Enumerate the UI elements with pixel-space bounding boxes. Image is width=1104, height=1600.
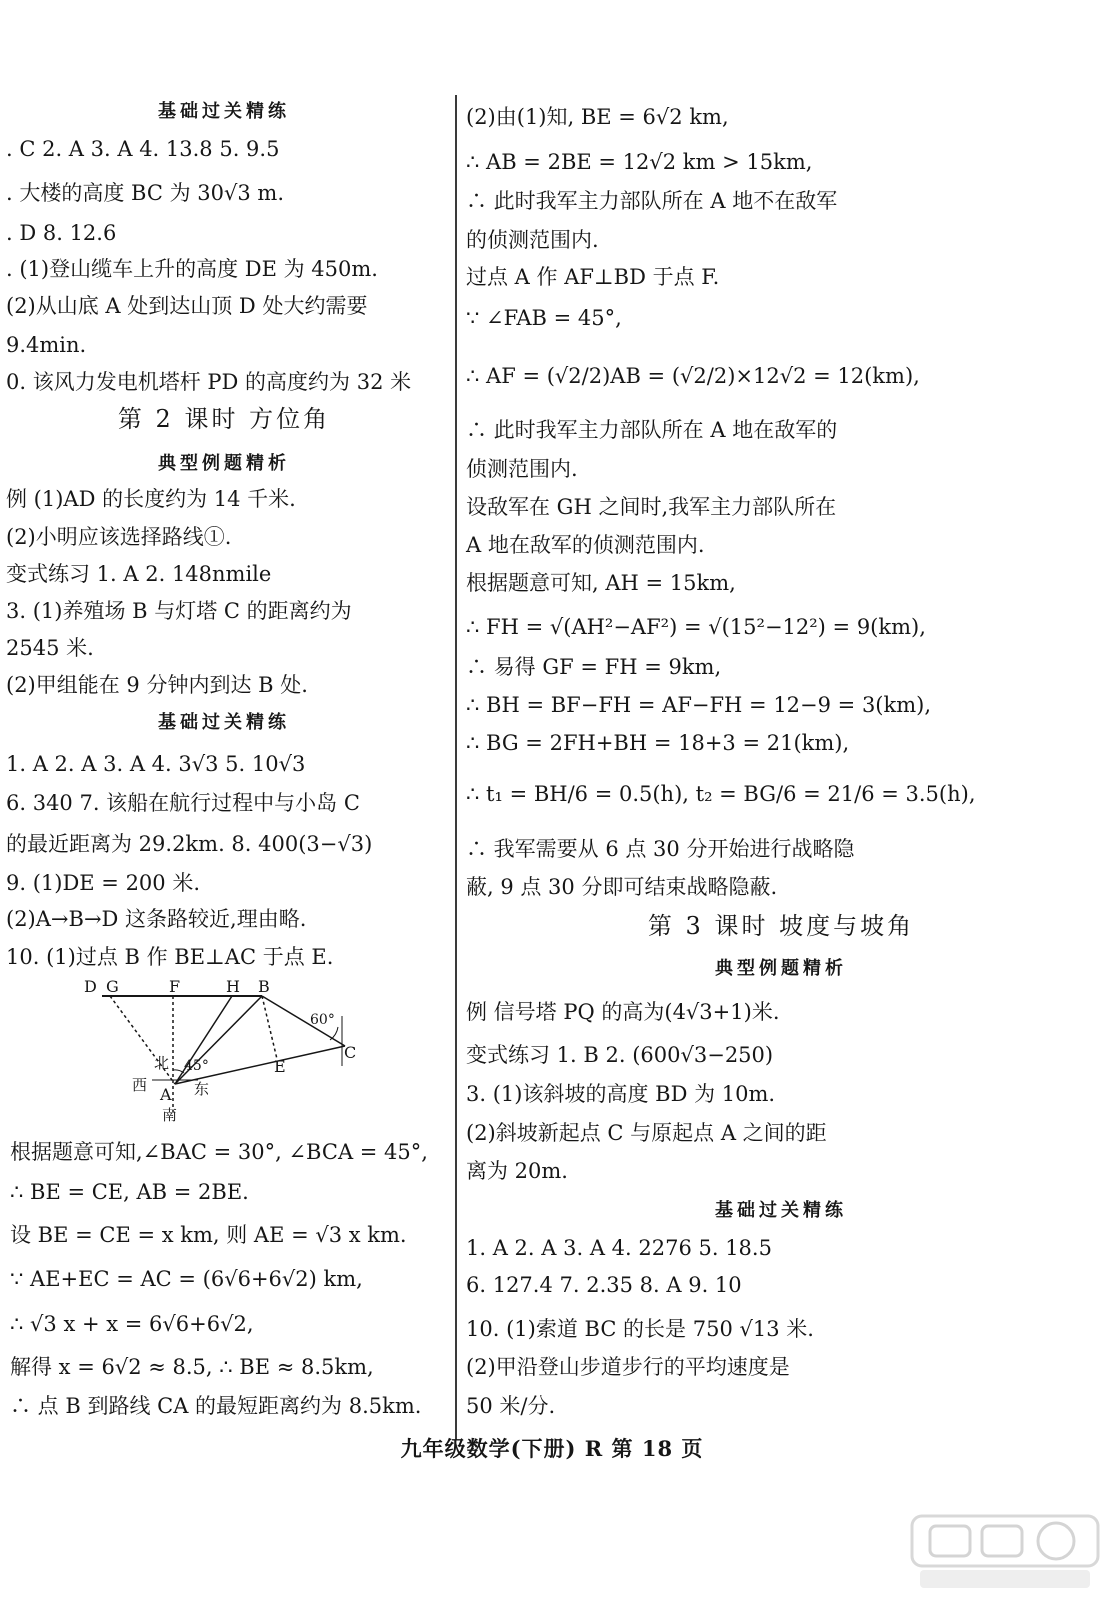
answer-line: ∵ AE+EC = AC = (6√6+6√2) km, (10, 1267, 363, 1291)
section-heading: 基础过关精练 (158, 101, 290, 122)
answer-line: 3. (1)养殖场 B 与灯塔 C 的距离约为 (6, 599, 352, 623)
line-be (262, 996, 277, 1059)
answer-line: . D 8. 12.6 (6, 221, 117, 245)
lesson-title: 第 3 课时 坡度与坡角 (647, 912, 915, 940)
label-g: G (106, 977, 119, 996)
answer-line: ∴ √3 x + x = 6√6+6√2, (10, 1312, 254, 1336)
answer-line: (2)甲组能在 9 分钟内到达 B 处. (6, 673, 308, 697)
answer-line: 0. 该风力发电机塔杆 PD 的高度约为 32 米 (6, 370, 412, 394)
lesson-title: 第 2 课时 方位角 (117, 405, 331, 433)
answer-line: ∴ 易得 GF = FH = 9km, (466, 655, 722, 679)
answer-line: 蔽, 9 点 30 分即可结束战略隐蔽. (466, 875, 778, 899)
answer-line: . C 2. A 3. A 4. 13.8 5. 9.5 (6, 137, 280, 161)
answer-line: 设 BE = CE = x km, 则 AE = √3 x km. (10, 1223, 407, 1247)
answer-line: 的侦测范围内. (466, 228, 599, 252)
answer-line: 10. (1)过点 B 作 BE⊥AC 于点 E. (6, 945, 334, 969)
answer-line: ∴ t₁ = BH/6 = 0.5(h), t₂ = BG/6 = 21/6 = 3.5(h), (466, 782, 976, 806)
answer-line: 9.4min. (6, 333, 87, 357)
answer-line: ∴ BE = CE, AB = 2BE. (10, 1180, 249, 1204)
label-south: 南 (162, 1106, 178, 1122)
answer-line: 的最近距离为 29.2km. 8. 400(3−√3) (6, 832, 373, 856)
answer-line: 9. (1)DE = 200 米. (6, 871, 201, 895)
answer-line: ∴ 我军需要从 6 点 30 分开始进行战略隐 (466, 837, 855, 861)
label-c: C (344, 1043, 357, 1062)
answer-line: 3. (1)该斜坡的高度 BD 为 10m. (466, 1082, 776, 1106)
label-b: B (258, 977, 270, 996)
label-north: 北 (154, 1054, 170, 1072)
watermark-logo (910, 1512, 1100, 1592)
answer-line: (2)由(1)知, BE = 6√2 km, (466, 105, 729, 129)
answer-line: 设敌军在 GH 之间时,我军主力部队所在 (466, 495, 837, 519)
answer-line: (2)斜坡新起点 C 与原起点 A 之间的距 (466, 1121, 827, 1145)
answer-line: 根据题意可知, AH = 15km, (466, 571, 736, 595)
answer-line: (2)小明应该选择路线①. (6, 525, 232, 549)
answer-line: 侦测范围内. (466, 457, 578, 481)
answer-line: 解得 x = 6√2 ≈ 8.5, ∴ BE ≈ 8.5km, (10, 1355, 374, 1379)
answer-line: ∴ 此时我军主力部队所在 A 地在敌军的 (466, 418, 838, 442)
answer-line: ∴ FH = √(AH²−AF²) = √(15²−12²) = 9(km), (466, 615, 926, 639)
label-h: H (226, 977, 240, 996)
answer-line: ∴ BH = BF−FH = AF−FH = 12−9 = 3(km), (466, 693, 932, 717)
answer-line: 例 (1)AD 的长度约为 14 千米. (6, 487, 296, 511)
answer-line: 离为 20m. (466, 1159, 568, 1183)
answer-line: . 大楼的高度 BC 为 30√3 m. (6, 181, 284, 205)
answer-line: (2)从山底 A 处到达山顶 D 处大约需要 (6, 294, 368, 318)
answer-line: ∴ 此时我军主力部队所在 A 地不在敌军 (466, 189, 838, 213)
answer-line: (2)A→B→D 这条路较近,理由略. (6, 907, 307, 931)
answer-line: 1. A 2. A 3. A 4. 3√3 5. 10√3 (6, 752, 306, 776)
answer-line: 10. (1)索道 BC 的长是 750 √13 米. (466, 1317, 814, 1341)
answer-line: 2545 米. (6, 636, 94, 660)
answer-line: . (1)登山缆车上升的高度 DE 为 450m. (6, 257, 378, 281)
column-divider (455, 95, 457, 1440)
answer-line: 过点 A 作 AF⊥BD 于点 F. (466, 265, 720, 289)
answer-line: 1. A 2. A 3. A 4. 2276 5. 18.5 (466, 1236, 772, 1260)
answer-line: 变式练习 1. B 2. (600√3−250) (466, 1043, 774, 1067)
answer-line: ∴ AF = (√2/2)AB = (√2/2)×12√2 = 12(km), (466, 364, 920, 388)
label-west: 西 (132, 1076, 148, 1094)
answer-line: 变式练习 1. A 2. 148nmile (6, 562, 272, 586)
answer-line: 6. 340 7. 该船在航行过程中与小岛 C (6, 791, 360, 815)
answer-line: A 地在敌军的侦测范围内. (466, 533, 705, 557)
answer-line: ∴ AB = 2BE = 12√2 km > 15km, (466, 150, 813, 174)
section-heading: 典型例题精析 (715, 958, 847, 979)
answer-line: ∴ 点 B 到路线 CA 的最短距离约为 8.5km. (10, 1394, 422, 1418)
label-a: A (160, 1085, 172, 1104)
section-heading: 基础过关精练 (158, 712, 290, 733)
answer-line: (2)甲沿登山步道步行的平均速度是 (466, 1355, 790, 1379)
section-heading: 基础过关精练 (715, 1200, 847, 1221)
answer-line: ∵ ∠FAB = 45°, (466, 306, 622, 330)
answer-line: 例 信号塔 PQ 的高为(4√3+1)米. (466, 1000, 780, 1024)
label-angle-60: 60° (310, 1012, 335, 1028)
answer-line: 6. 127.4 7. 2.35 8. A 9. 10 (466, 1273, 742, 1297)
answer-line: ∴ BG = 2FH+BH = 18+3 = 21(km), (466, 731, 850, 755)
answer-line: 根据题意可知,∠BAC = 30°, ∠BCA = 45°, (10, 1140, 428, 1164)
label-angle-45: 45° (184, 1058, 209, 1074)
label-e: E (274, 1057, 286, 1076)
answer-line: 50 米/分. (466, 1394, 556, 1418)
page-footer: 九年级数学(下册) R 第 18 页 (400, 1436, 704, 1461)
label-d: D (84, 977, 97, 996)
label-east: 东 (194, 1080, 210, 1098)
section-heading: 典型例题精析 (158, 453, 290, 474)
label-f: F (169, 977, 181, 996)
geometry-diagram (80, 972, 370, 1122)
